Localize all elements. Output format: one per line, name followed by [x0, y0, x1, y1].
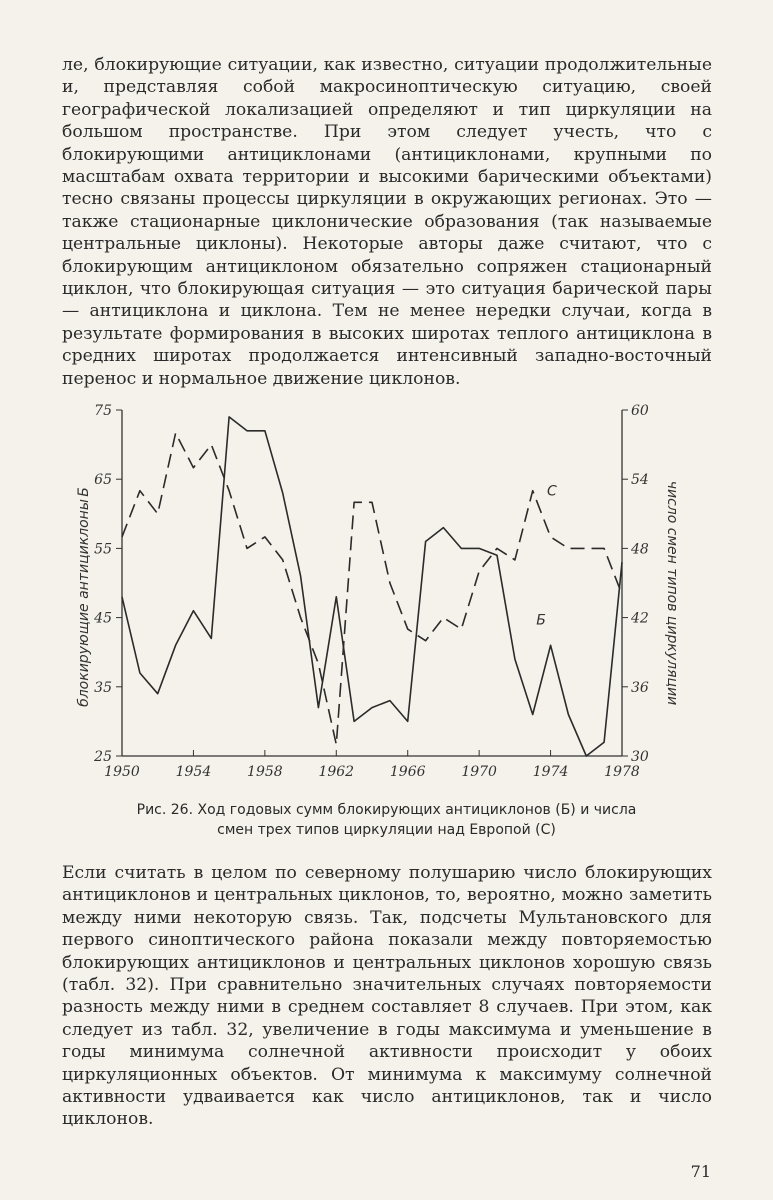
right-tick-label: 48 [631, 541, 649, 558]
plot-area [76, 403, 680, 780]
left-tick-label: 35 [94, 679, 112, 696]
x-tick-label: 1970 [461, 764, 497, 780]
x-tick-label: 1962 [318, 764, 355, 780]
series-line-b [122, 417, 622, 756]
series-label-c: С [547, 483, 557, 500]
figure-caption [60, 800, 713, 840]
figure-26-chart [76, 398, 682, 793]
caption-line-1: Рис. 26. Ход годовых сумм блокирующих антициклонов (Б) и числа [136, 802, 637, 818]
x-tick-label: 1966 [389, 764, 426, 780]
x-tick-label: 1950 [104, 764, 140, 780]
left-tick-label: 45 [94, 610, 112, 627]
left-tick-label: 75 [94, 403, 112, 419]
right-tick-label: 60 [631, 403, 649, 419]
series-label-b: Б [536, 612, 546, 629]
right-tick-label: 54 [631, 472, 649, 489]
series-line-c [122, 433, 622, 744]
paragraph-top: ле, блокирующие ситуации, как известно, ситуации продолжительные и, представляя собой макросиноптическую ситуацию, своей географической локализацией определяют и тип циркуляции на большом пространстве. При этом следует учесть, что с блокирующими антициклонами (антициклонами, крупными по масштабам охвата территории и высокими барическими объектами) тесно связаны процессы циркуляции в окружающих регионах. Это — также стационарные циклонические образования (так называемые центральные циклоны). Некоторые авторы даже считают, что с блокирующим антициклоном обязательно сопряжен стационарный циклон, что блокирующая ситуация — это ситуация барической пары — антициклона и циклона. Тем не менее нередки случаи, когда в результате формирования в высоких широтах теплого антициклона в средних широтах продолжается интенсивный западно-восточный перенос и нормальное движение циклонов. [62, 55, 712, 389]
right-tick-label: 42 [631, 610, 649, 627]
left-tick-label: 55 [94, 541, 112, 558]
left-tick-label: 65 [94, 472, 112, 489]
paragraph-bottom: Если считать в целом по северному полушарию число блокирующих антициклонов и центральных циклонов, то, вероятно, можно заметить между ними некоторую связь. Так, подсчеты Мультановского для первого синоптического района показали между повторяемостью блокирующих антициклонов и центральных циклонов хорошую связь (табл. 32). При сравнительно значительных случаях повторяемости разность между ними в среднем составляет 8 случаев. При этом, как следует из табл. 32, увеличение в годы максимума и уменьшение в годы минимума солнечной активности происходит у обоих циркуляционных объектов. От минимума к максимуму солнечной активности удваивается как число антициклонов, так и число циклонов. [62, 863, 712, 1130]
caption-line-2: смен трех типов циркуляции над Европой (С) [217, 822, 556, 838]
right-axis-title: число смен типов циркуляции [664, 480, 680, 706]
x-tick-label: 1954 [175, 764, 212, 780]
page-number: 71 [690, 1162, 711, 1181]
x-tick-label: 1974 [532, 764, 569, 780]
left-axis-series-letter: Б [76, 487, 92, 497]
left-axis-title: блокирующие антициклоны [76, 499, 92, 707]
x-tick-label: 1958 [247, 764, 283, 780]
right-tick-label: 30 [631, 749, 649, 765]
left-tick-label: 25 [94, 749, 112, 765]
right-tick-label: 36 [631, 679, 649, 696]
x-tick-label: 1978 [604, 764, 640, 780]
